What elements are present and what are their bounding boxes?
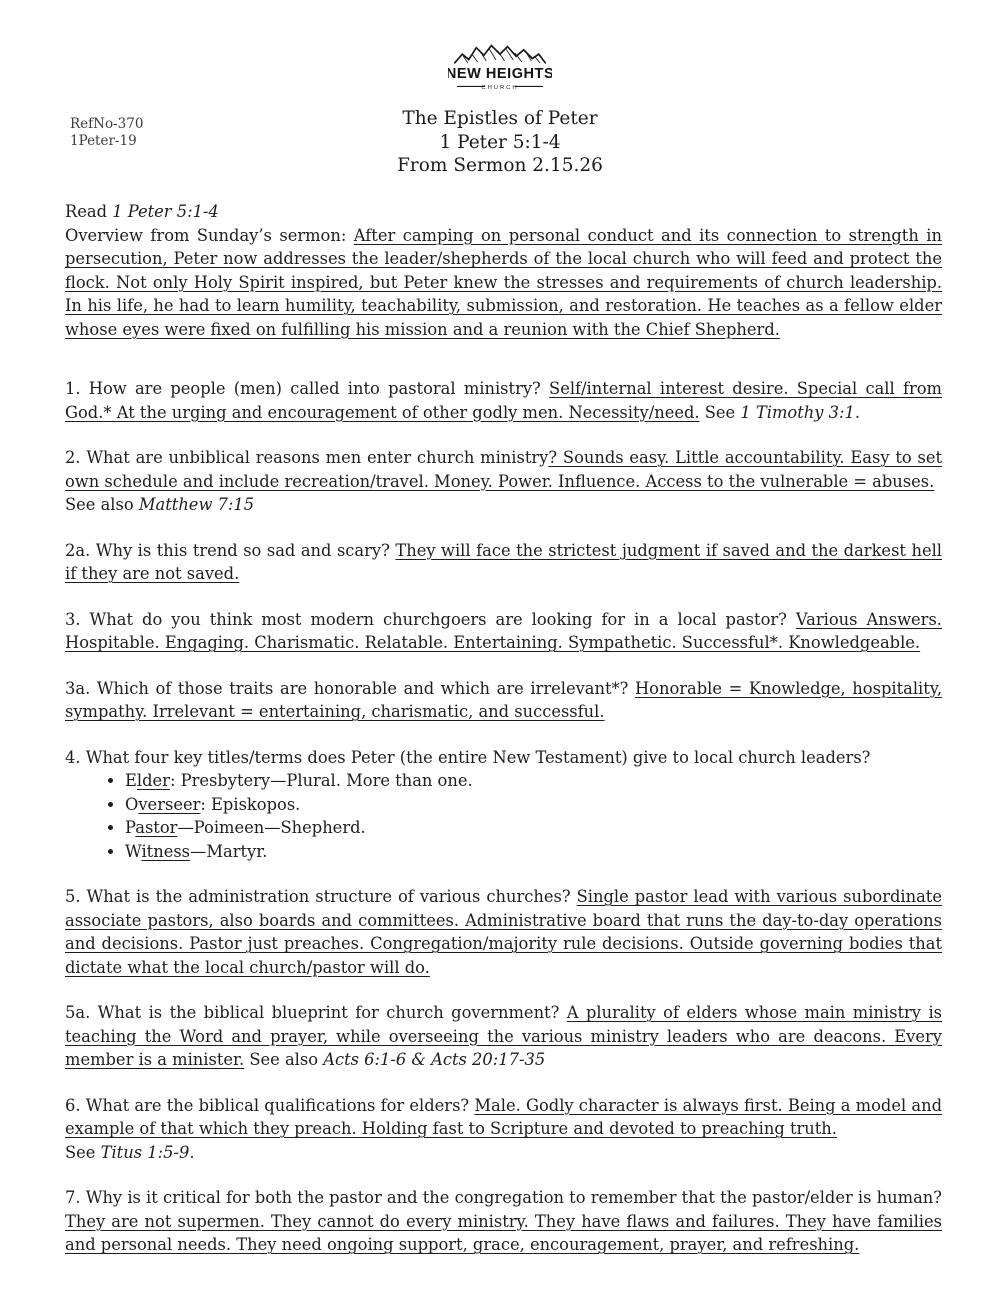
term-definition: —Martyr. bbox=[190, 841, 268, 861]
question-2-scripture: Matthew 7:15 bbox=[138, 495, 255, 514]
read-label: Read bbox=[65, 202, 113, 221]
logo-title: NEW HEIGHTS bbox=[448, 65, 552, 82]
question-6 bbox=[65, 1094, 942, 1165]
question-2-answer: ? Sounds easy. Little accountability. Easy to set own schedule and include recreation/travel. Money. Power. Influence. Access to the vulnerable = abuses. bbox=[65, 448, 942, 491]
question-3-answer: Various Answers. Hospitable. Engaging. Charismatic. Relatable. Entertaining. Sympathetic. Successful*. Knowledgeable. bbox=[65, 609, 942, 652]
mountain-logo-icon bbox=[448, 38, 552, 94]
overview-lead: Overview from Sunday’s sermon: bbox=[65, 225, 354, 245]
question-1-see: See bbox=[699, 402, 741, 422]
term-first-letter: W bbox=[125, 841, 142, 861]
question-4-title-list bbox=[65, 769, 942, 863]
question-3 bbox=[65, 608, 942, 655]
question-3a bbox=[65, 677, 942, 724]
term-definition: —Poimeen—Shepherd. bbox=[177, 818, 366, 837]
question-6-period: . bbox=[189, 1142, 195, 1162]
question-1-period: . bbox=[854, 402, 860, 422]
question-6-answer: Male. Godly character is always first. Being a model and example of that which they preach. Holding fast to Scripture and devoted to preaching truth. bbox=[65, 1095, 943, 1138]
scripture-reference: 1 Peter 5:1-4 bbox=[112, 202, 219, 221]
ref-lesson: 1Peter-19 bbox=[70, 133, 137, 149]
question-5-answer: Single pastor lead with various subordinate associate pastors, also boards and committees. Administrative board that runs the day-to-day operations and decisions. Pastor just preaches. Congregation/majority rule decisions. Outside governing bodies that dictate what the local church/pastor will do. bbox=[65, 887, 942, 977]
question-5a-answer: A plurality of elders whose main ministry is teaching the Word and prayer, while overseeing the various ministry leaders who are deacons. Every member is a minister. bbox=[65, 1003, 943, 1069]
question-3a-text: 3a. Which of those traits are honorable and which are irrelevant*? bbox=[65, 678, 635, 698]
overview-paragraph bbox=[65, 224, 942, 342]
question-2a-text: 2a. Why is this trend so sad and scary? bbox=[65, 540, 396, 560]
term-underlined: astor bbox=[135, 818, 178, 837]
question-6-text: 6. What are the biblical qualifications for elders? bbox=[65, 1095, 475, 1115]
document-title bbox=[0, 107, 1000, 178]
title-line-1: The Epistles of Peter bbox=[402, 108, 598, 129]
question-5a-text: 5a. What is the biblical blueprint for church government? bbox=[65, 1003, 567, 1022]
overview-answer: After camping on personal conduct and its connection to strength in persecution, Peter now addresses the leader/shepherds of the local church who will feed and protect the flock. Not only Holy Spirit inspired, but Peter knew the stresses and requirements of church leadership. In his life, he had to learn humility, teachability, submission, and restoration. He teaches as a fellow elder whose eyes were fixed on fulfilling his mission and a reunion with the Chief Shepherd. bbox=[65, 225, 942, 339]
term-definition: : Episkopos. bbox=[200, 794, 301, 814]
read-instruction bbox=[65, 200, 942, 224]
question-6-scripture: Titus 1:5-9 bbox=[100, 1142, 190, 1162]
question-7 bbox=[65, 1186, 942, 1257]
question-7-text: 7. Why is it critical for both the pastor and the congregation to remember that the pastor/elder is human? bbox=[65, 1188, 942, 1207]
ref-number: RefNo-370 bbox=[70, 116, 144, 132]
question-5 bbox=[65, 885, 942, 979]
list-item-elder bbox=[125, 769, 942, 793]
title-line-3: From Sermon 2.15.26 bbox=[397, 155, 603, 176]
question-1-scripture: 1 Timothy 3:1 bbox=[740, 402, 855, 422]
question-1-text: 1. How are people (men) called into pastoral ministry? bbox=[65, 379, 550, 398]
title-line-2: 1 Peter 5:1-4 bbox=[439, 131, 561, 153]
document-body bbox=[65, 200, 942, 1257]
question-3a-answer: Honorable = Knowledge, hospitality, sympathy. Irrelevant = entertaining, charismatic, and successful. bbox=[65, 678, 942, 721]
term-first-letter: E bbox=[125, 771, 137, 790]
term-underlined: itness bbox=[141, 841, 191, 861]
term-underlined: verseer bbox=[138, 794, 201, 814]
term-definition: : Presbytery—Plural. More than one. bbox=[169, 771, 473, 790]
question-6-see: See bbox=[65, 1142, 101, 1162]
question-2 bbox=[65, 446, 942, 517]
term-first-letter: P bbox=[125, 818, 136, 837]
question-5-text: 5. What is the administration structure of various churches? bbox=[65, 887, 577, 906]
question-2-see: See also bbox=[65, 495, 139, 514]
question-2a-answer: They will face the strictest judgment if saved and the darkest hell if they are not saved. bbox=[65, 540, 943, 583]
term-underlined: lder bbox=[136, 771, 170, 790]
question-4 bbox=[65, 746, 942, 770]
question-5a-scripture: Acts 6:1-6 & Acts 20:17-35 bbox=[323, 1050, 546, 1069]
question-4-text: 4. What four key titles/terms does Peter (the entire New Testament) give to local church leaders? bbox=[65, 747, 871, 767]
list-item-overseer bbox=[125, 793, 942, 817]
question-1 bbox=[65, 377, 942, 424]
question-2-text: 2. What are unbiblical reasons men enter church ministry bbox=[65, 448, 549, 467]
question-1-answer: Self/internal interest desire. Special call from God.* At the urging and encouragement of other godly men. Necessity/need. bbox=[65, 379, 942, 422]
logo-subtitle: CHURCH bbox=[481, 85, 519, 92]
list-item-witness bbox=[125, 840, 942, 864]
list-item-pastor bbox=[125, 816, 942, 840]
question-3-text: 3. What do you think most modern churchgoers are looking for in a local pastor? bbox=[65, 609, 796, 629]
question-2a bbox=[65, 539, 942, 586]
question-5a-see: See also bbox=[244, 1050, 324, 1069]
question-7-answer: They are not supermen. They cannot do every ministry. They have flaws and failures. They have families and personal needs. They need ongoing support, grace, encouragement, prayer, and refreshing. bbox=[65, 1211, 942, 1254]
church-logo bbox=[448, 38, 552, 98]
question-5a bbox=[65, 1001, 942, 1072]
term-first-letter: O bbox=[125, 794, 139, 814]
